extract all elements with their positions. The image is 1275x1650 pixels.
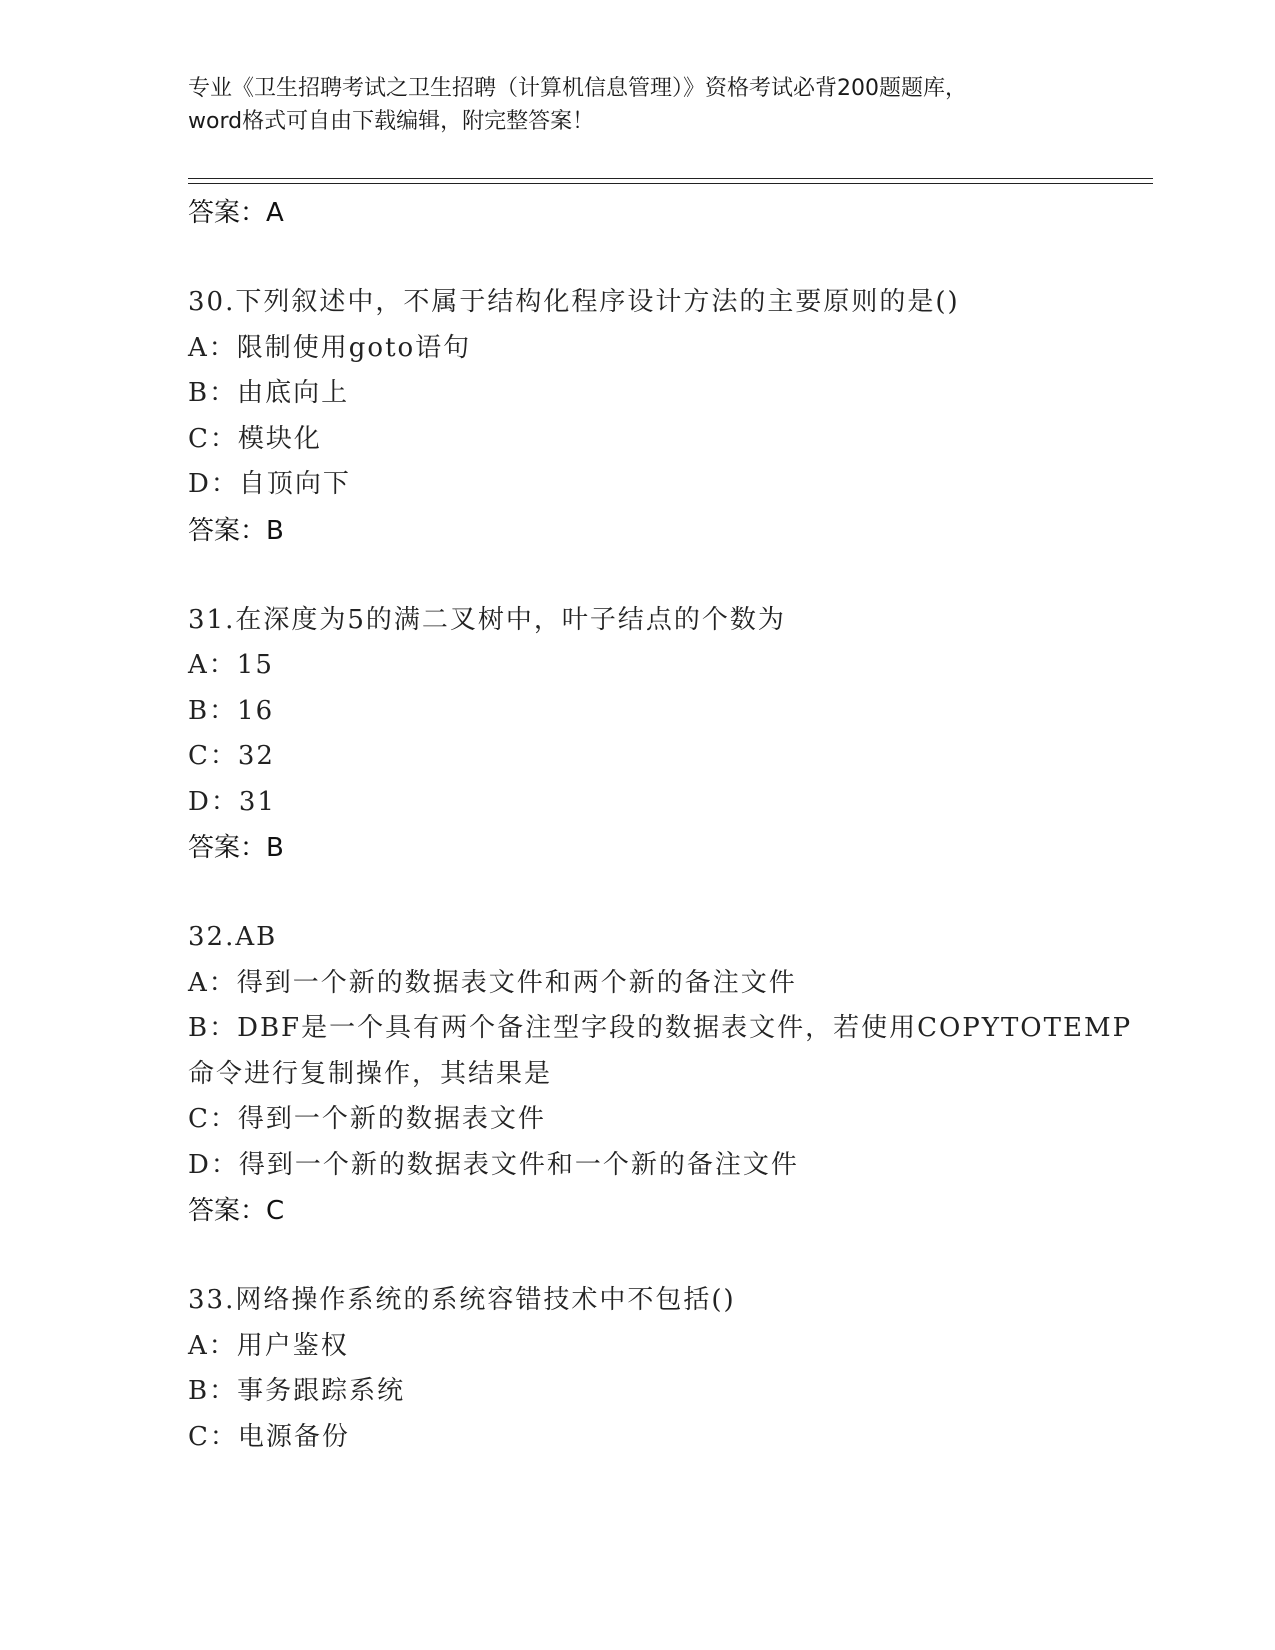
header-line-2: word格式可自由下载编辑，附完整答案！ [188,109,595,134]
question-30 [188,280,1088,554]
answer: 答案：C [188,1196,285,1226]
question-stem: 31.在深度为5的满二叉树中，叶子结点的个数为 [188,604,786,635]
option-b: B：由底向上 [188,378,350,408]
header-divider-bottom [188,183,1153,184]
option-a: A：15 [188,650,274,680]
question-stem: 30.下列叙述中，不属于结构化程序设计方法的主要原则的是() [188,287,960,317]
option-c: C：模块化 [188,423,322,454]
question-stem: 32.AB [188,922,278,952]
question-list [188,190,1133,1460]
answer: 答案：B [188,833,284,863]
answer: 答案：B [188,515,284,546]
header-line-1: 专业《卫生招聘考试之卫生招聘（计算机信息管理）》资格考试必背200题题库， [188,76,967,101]
option-b-continued: 命令进行复制操作，其结果是 [188,1058,553,1089]
option-d: D：自顶向下 [188,469,351,499]
option-a: A：得到一个新的数据表文件和两个新的备注文件 [188,967,797,998]
option-c: C：32 [188,741,275,771]
header-divider-top [188,178,1153,179]
option-b: B：DBF是一个具有两个备注型字段的数据表文件，若使用COPYTOTEMP [188,1013,1133,1043]
page-header [188,72,1088,138]
option-b: B：16 [188,695,275,726]
previous-answer: 答案：A [188,198,284,228]
option-c: C：电源备份 [188,1421,350,1452]
option-a: A：用户鉴权 [188,1330,349,1361]
question-stem: 33.网络操作系统的系统容错技术中不包括() [188,1285,736,1315]
question-32 [188,915,1133,1234]
question-33 [188,1278,1088,1460]
question-31 [188,598,1088,872]
option-b: B：事务跟踪系统 [188,1376,406,1406]
option-a: A：限制使用goto语句 [188,332,472,363]
option-c: C：得到一个新的数据表文件 [188,1104,546,1134]
option-d: D：得到一个新的数据表文件和一个新的备注文件 [188,1149,799,1180]
option-d: D：31 [188,786,276,817]
